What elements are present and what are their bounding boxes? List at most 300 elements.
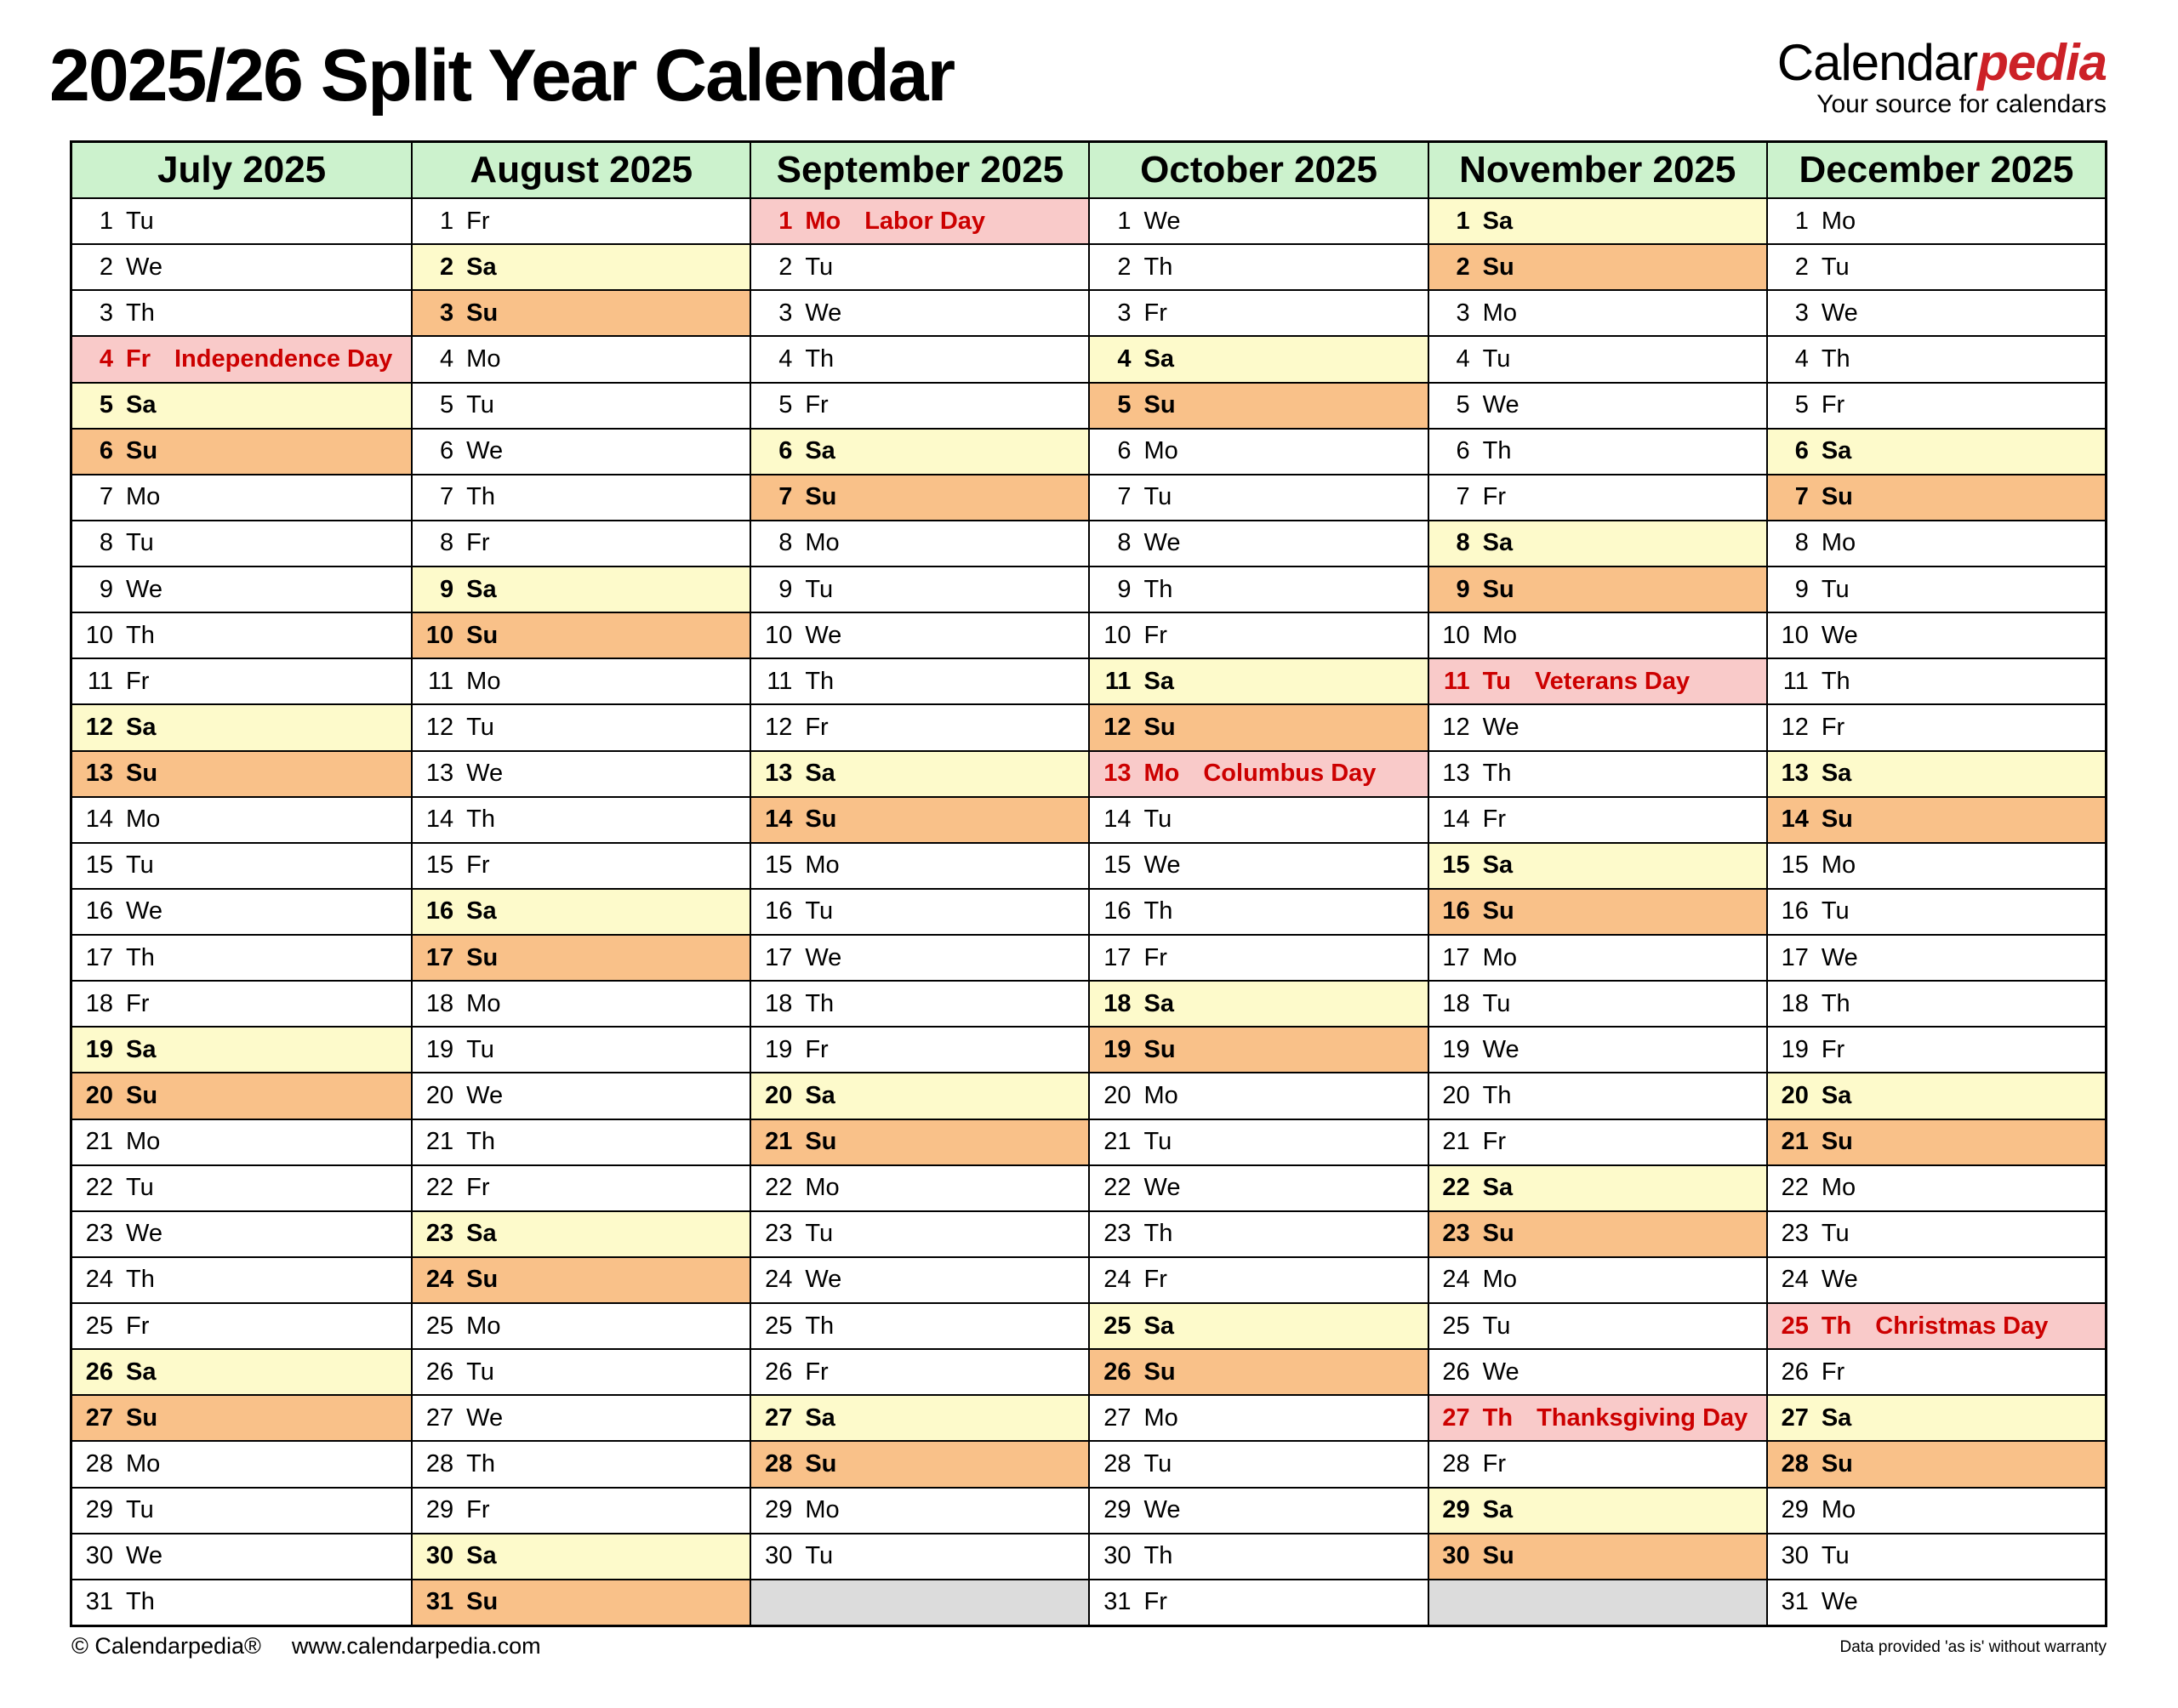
day-cell	[413, 980, 750, 1026]
month-header: July 2025	[72, 143, 411, 199]
day-number: 15	[85, 851, 113, 880]
logo-tagline: Your source for calendars	[1816, 90, 2107, 118]
day-cell	[751, 980, 1088, 1026]
day-weekday: Tu	[1143, 806, 1172, 834]
day-cell	[72, 1164, 411, 1210]
day-number: 2	[1117, 253, 1132, 281]
day-cell	[1768, 199, 2105, 243]
day-cell	[1429, 1119, 1766, 1164]
day-number: 1	[778, 207, 793, 235]
day-cell	[1768, 1256, 2105, 1302]
day-weekday: Mo	[805, 1496, 840, 1524]
day-number: 2	[778, 253, 793, 281]
day-cell	[1768, 750, 2105, 796]
day-weekday: Sa	[1821, 437, 1852, 465]
day-cell	[1429, 980, 1766, 1026]
day-weekday: Fr	[1143, 1266, 1167, 1294]
day-weekday: Tu	[1482, 1312, 1511, 1340]
day-cell	[72, 289, 411, 335]
day-cell	[751, 842, 1088, 888]
day-cell	[413, 335, 750, 381]
day-number: 8	[1117, 529, 1132, 557]
day-weekday: We	[466, 1403, 504, 1432]
day-weekday: Th	[1482, 437, 1512, 465]
day-weekday: Tu	[805, 1220, 834, 1248]
day-weekday: We	[1482, 1358, 1519, 1386]
holiday-label: Veterans Day	[1534, 667, 1691, 695]
day-cell	[1768, 1302, 2105, 1348]
day-weekday: Mo	[1143, 1081, 1178, 1109]
day-weekday: Tu	[805, 575, 834, 603]
day-number: 16	[765, 897, 793, 925]
day-weekday: We	[466, 437, 504, 465]
month-header: October 2025	[1090, 143, 1427, 199]
day-weekday: Mo	[1482, 943, 1517, 971]
empty-day-cell	[751, 1579, 1088, 1625]
day-number: 24	[85, 1266, 113, 1294]
day-cell	[1768, 1579, 2105, 1625]
day-weekday: Th	[126, 621, 155, 649]
day-cell	[751, 1533, 1088, 1579]
day-weekday: Fr	[805, 1035, 829, 1063]
day-number: 29	[1442, 1496, 1470, 1524]
day-number: 16	[1442, 897, 1470, 925]
day-weekday: Sa	[1143, 1312, 1174, 1340]
day-cell	[751, 703, 1088, 749]
day-cell	[1768, 289, 2105, 335]
day-weekday: Su	[1143, 391, 1176, 419]
day-number: 22	[425, 1174, 454, 1202]
day-weekday: Th	[1482, 1403, 1514, 1432]
day-cell	[751, 289, 1088, 335]
copyright-text: © Calendarpedia®	[71, 1633, 261, 1659]
day-cell	[1429, 566, 1766, 612]
day-weekday: Tu	[1143, 483, 1172, 511]
day-weekday: Mo	[466, 1312, 501, 1340]
day-number: 8	[778, 529, 793, 557]
day-number: 2	[99, 253, 113, 281]
day-cell	[1768, 243, 2105, 289]
day-cell	[413, 428, 750, 474]
day-number: 17	[85, 943, 113, 971]
empty-day-cell	[1429, 1579, 1766, 1625]
day-cell	[1768, 703, 2105, 749]
day-number: 22	[765, 1174, 793, 1202]
day-number: 20	[425, 1081, 454, 1109]
day-weekday: Th	[1821, 1312, 1852, 1340]
day-cell	[1090, 1026, 1427, 1072]
day-cell	[72, 1302, 411, 1348]
day-weekday: Mo	[1143, 760, 1180, 788]
day-weekday: We	[1482, 391, 1519, 419]
day-weekday: Mo	[1821, 851, 1856, 880]
day-weekday: Su	[805, 806, 837, 834]
day-weekday: Sa	[126, 1358, 157, 1386]
day-cell	[1768, 888, 2105, 934]
day-weekday: Sa	[126, 391, 157, 419]
day-cell	[1090, 1119, 1427, 1164]
day-number: 18	[1442, 989, 1470, 1017]
day-weekday: Tu	[466, 1035, 494, 1063]
day-number: 31	[425, 1588, 454, 1616]
day-cell	[751, 1072, 1088, 1118]
day-weekday: Fr	[1821, 1035, 1845, 1063]
day-cell	[72, 1119, 411, 1164]
day-weekday: Tu	[1821, 1542, 1850, 1570]
day-cell	[751, 1348, 1088, 1394]
day-number: 31	[1103, 1588, 1132, 1616]
footer-copyright	[71, 1633, 541, 1660]
day-cell	[1090, 382, 1427, 428]
day-cell	[1429, 1348, 1766, 1394]
day-weekday: Su	[1821, 483, 1853, 511]
day-number: 13	[1442, 760, 1470, 788]
day-number: 4	[1456, 344, 1470, 373]
day-cell	[1429, 199, 1766, 243]
day-weekday: Fr	[1143, 621, 1167, 649]
day-weekday: Fr	[466, 1496, 490, 1524]
holiday-label: Thanksgiving Day	[1537, 1403, 1748, 1432]
day-weekday: We	[1821, 943, 1858, 971]
day-cell	[1429, 796, 1766, 842]
day-number: 26	[1442, 1358, 1470, 1386]
day-cell	[1768, 1119, 2105, 1164]
day-weekday: Mo	[126, 1128, 161, 1156]
day-weekday: Su	[466, 1266, 499, 1294]
day-weekday: Mo	[126, 483, 161, 511]
day-number: 17	[765, 943, 793, 971]
day-cell	[413, 382, 750, 428]
day-weekday: Sa	[1482, 851, 1514, 880]
day-number: 1	[99, 207, 113, 235]
logo-text-black: Calendar	[1776, 34, 1978, 91]
day-weekday: Fr	[126, 989, 150, 1017]
day-cell	[413, 1579, 750, 1625]
calendar-table	[70, 140, 2107, 1627]
day-weekday: Mo	[805, 207, 841, 235]
day-weekday: Su	[1482, 1542, 1514, 1570]
day-cell	[751, 1210, 1088, 1256]
day-cell	[1768, 1533, 2105, 1579]
day-weekday: Mo	[805, 851, 840, 880]
logo	[1776, 34, 2107, 118]
day-number: 30	[425, 1542, 454, 1570]
day-number: 16	[1781, 897, 1809, 925]
day-weekday: Sa	[805, 1081, 835, 1109]
day-number: 15	[1781, 851, 1809, 880]
day-number: 20	[765, 1081, 793, 1109]
day-weekday: Sa	[466, 897, 497, 925]
day-number: 15	[425, 851, 454, 880]
day-cell	[1429, 1394, 1766, 1440]
day-number: 9	[1794, 575, 1809, 603]
day-cell	[72, 428, 411, 474]
day-weekday: We	[126, 253, 162, 281]
day-cell	[751, 1302, 1088, 1348]
day-cell	[1768, 1026, 2105, 1072]
day-cell	[1090, 1487, 1427, 1533]
day-cell	[413, 658, 750, 703]
day-weekday: Th	[1143, 1220, 1173, 1248]
day-cell	[751, 474, 1088, 520]
day-weekday: Fr	[1821, 713, 1845, 741]
day-cell	[751, 1119, 1088, 1164]
day-cell	[72, 1210, 411, 1256]
day-weekday: Th	[805, 989, 835, 1017]
day-cell	[72, 1487, 411, 1533]
day-cell	[413, 796, 750, 842]
day-cell	[413, 1026, 750, 1072]
day-number: 5	[1117, 391, 1132, 419]
day-number: 12	[425, 713, 454, 741]
day-weekday: Th	[1482, 760, 1512, 788]
day-number: 10	[1442, 621, 1470, 649]
day-weekday: Th	[1143, 575, 1173, 603]
day-number: 7	[1117, 483, 1132, 511]
day-weekday: Mo	[126, 1449, 161, 1477]
day-weekday: Fr	[1821, 1358, 1845, 1386]
day-number: 14	[765, 806, 793, 834]
day-weekday: Mo	[1821, 207, 1856, 235]
day-cell	[1768, 566, 2105, 612]
day-weekday: Su	[1482, 1220, 1514, 1248]
day-weekday: Mo	[1821, 1496, 1856, 1524]
day-weekday: Tu	[1821, 575, 1850, 603]
day-number: 25	[1442, 1312, 1470, 1340]
day-number: 6	[1117, 437, 1132, 465]
day-number: 14	[85, 806, 113, 834]
day-weekday: Mo	[1482, 621, 1517, 649]
day-weekday: Tu	[1143, 1449, 1172, 1477]
day-cell	[1768, 474, 2105, 520]
day-weekday: Su	[1821, 1128, 1853, 1156]
day-cell	[1090, 1440, 1427, 1486]
day-weekday: Mo	[466, 667, 501, 695]
day-number: 6	[778, 437, 793, 465]
day-weekday: Fr	[805, 1358, 829, 1386]
day-weekday: We	[1143, 1174, 1181, 1202]
day-cell	[1768, 382, 2105, 428]
day-weekday: Sa	[805, 760, 835, 788]
day-number: 6	[99, 437, 113, 465]
logo-wordmark	[1776, 34, 2107, 91]
day-number: 18	[85, 989, 113, 1017]
day-number: 15	[765, 851, 793, 880]
day-number: 27	[765, 1403, 793, 1432]
day-cell	[413, 703, 750, 749]
day-cell	[1768, 612, 2105, 658]
day-number: 3	[440, 299, 454, 327]
day-cell	[72, 703, 411, 749]
day-weekday: Sa	[1482, 1496, 1514, 1524]
day-weekday: We	[1482, 713, 1519, 741]
day-cell	[413, 1210, 750, 1256]
day-cell	[751, 243, 1088, 289]
day-cell	[751, 1164, 1088, 1210]
day-weekday: Fr	[126, 1312, 150, 1340]
day-weekday: Tu	[466, 713, 494, 741]
day-weekday: Tu	[805, 897, 834, 925]
day-cell	[1429, 382, 1766, 428]
day-number: 27	[1781, 1403, 1809, 1432]
day-number: 30	[85, 1542, 113, 1570]
day-cell	[1768, 1394, 2105, 1440]
website-link[interactable]: www.calendarpedia.com	[291, 1633, 541, 1659]
day-weekday: Tu	[466, 391, 494, 419]
day-weekday: We	[126, 1542, 162, 1570]
day-cell	[72, 750, 411, 796]
day-cell	[1090, 520, 1427, 566]
day-number: 26	[425, 1358, 454, 1386]
day-cell	[72, 1256, 411, 1302]
day-cell	[1090, 1164, 1427, 1210]
day-weekday: Tu	[1821, 1220, 1850, 1248]
day-weekday: Su	[1821, 806, 1853, 834]
day-number: 25	[1781, 1312, 1809, 1340]
day-weekday: Su	[805, 1449, 837, 1477]
day-number: 3	[778, 299, 793, 327]
day-number: 23	[1103, 1220, 1132, 1248]
day-cell	[751, 566, 1088, 612]
day-cell	[1090, 428, 1427, 474]
day-weekday: Tu	[126, 529, 154, 557]
month-header: November 2025	[1429, 143, 1766, 199]
day-cell	[1429, 520, 1766, 566]
day-cell	[72, 612, 411, 658]
day-number: 7	[778, 483, 793, 511]
day-cell	[1090, 658, 1427, 703]
day-number: 13	[425, 760, 454, 788]
day-weekday: Fr	[466, 1174, 490, 1202]
day-cell	[413, 1348, 750, 1394]
day-weekday: We	[466, 760, 504, 788]
day-cell	[1429, 888, 1766, 934]
day-number: 19	[1442, 1035, 1470, 1063]
day-cell	[72, 1348, 411, 1394]
day-number: 1	[1117, 207, 1132, 235]
day-weekday: Tu	[126, 207, 154, 235]
day-weekday: We	[1821, 1588, 1858, 1616]
day-cell	[72, 888, 411, 934]
day-number: 1	[440, 207, 454, 235]
day-cell	[1090, 566, 1427, 612]
day-cell	[751, 1026, 1088, 1072]
day-number: 29	[1781, 1496, 1809, 1524]
day-cell	[72, 1579, 411, 1625]
day-cell	[413, 1394, 750, 1440]
day-cell	[1768, 335, 2105, 381]
day-cell	[751, 199, 1088, 243]
day-cell	[1429, 1164, 1766, 1210]
day-cell	[1090, 1256, 1427, 1302]
day-cell	[72, 199, 411, 243]
day-cell	[72, 796, 411, 842]
day-weekday: Sa	[466, 575, 497, 603]
day-number: 31	[85, 1588, 113, 1616]
day-cell	[72, 980, 411, 1026]
day-number: 18	[425, 989, 454, 1017]
day-number: 21	[425, 1128, 454, 1156]
day-cell	[1768, 1164, 2105, 1210]
day-weekday: Sa	[1482, 529, 1514, 557]
day-weekday: We	[1143, 851, 1181, 880]
day-cell	[1429, 1210, 1766, 1256]
day-number: 9	[440, 575, 454, 603]
day-number: 11	[1443, 667, 1470, 695]
day-weekday: Th	[1821, 667, 1850, 695]
day-weekday: Mo	[126, 806, 161, 834]
day-number: 11	[1782, 667, 1809, 695]
day-number: 12	[85, 713, 113, 741]
day-cell	[751, 428, 1088, 474]
day-number: 14	[1442, 806, 1470, 834]
day-number: 1	[1456, 207, 1470, 235]
day-number: 4	[1117, 344, 1132, 373]
day-cell	[1768, 658, 2105, 703]
day-cell	[413, 566, 750, 612]
day-cell	[72, 1072, 411, 1118]
day-cell	[1090, 934, 1427, 980]
day-number: 27	[1442, 1403, 1470, 1432]
day-weekday: Mo	[1821, 529, 1856, 557]
day-weekday: Tu	[1482, 667, 1511, 695]
day-cell	[1768, 980, 2105, 1026]
day-weekday: Fr	[805, 713, 829, 741]
day-number: 24	[1442, 1266, 1470, 1294]
day-weekday: Fr	[1482, 483, 1507, 511]
day-cell	[72, 382, 411, 428]
day-number: 30	[1442, 1542, 1470, 1570]
day-number: 13	[85, 760, 113, 788]
day-weekday: We	[1821, 1266, 1858, 1294]
day-cell	[1090, 980, 1427, 1026]
day-weekday: Sa	[805, 1403, 835, 1432]
day-number: 8	[99, 529, 113, 557]
day-cell	[1090, 289, 1427, 335]
day-cell	[1090, 796, 1427, 842]
day-cell	[751, 520, 1088, 566]
day-number: 21	[765, 1128, 793, 1156]
day-weekday: Sa	[805, 437, 835, 465]
day-cell	[751, 1487, 1088, 1533]
day-number: 11	[1104, 667, 1132, 695]
day-number: 18	[765, 989, 793, 1017]
day-weekday: Mo	[466, 989, 501, 1017]
day-number: 5	[440, 391, 454, 419]
day-cell	[72, 243, 411, 289]
day-weekday: Tu	[1143, 1128, 1172, 1156]
day-number: 2	[1456, 253, 1470, 281]
day-cell	[72, 335, 411, 381]
day-number: 7	[1794, 483, 1809, 511]
day-weekday: Mo	[805, 529, 840, 557]
day-number: 25	[1103, 1312, 1132, 1340]
day-weekday: We	[805, 1266, 842, 1294]
day-number: 31	[1781, 1588, 1809, 1616]
day-weekday: Th	[466, 806, 495, 834]
day-cell	[751, 888, 1088, 934]
day-number: 22	[1781, 1174, 1809, 1202]
day-cell	[413, 1487, 750, 1533]
day-weekday: Sa	[1143, 667, 1174, 695]
day-cell	[1429, 1302, 1766, 1348]
day-cell	[413, 934, 750, 980]
day-cell	[1429, 1256, 1766, 1302]
day-cell	[1090, 888, 1427, 934]
day-number: 10	[1781, 621, 1809, 649]
month-header: December 2025	[1768, 143, 2105, 199]
day-number: 1	[1794, 207, 1809, 235]
